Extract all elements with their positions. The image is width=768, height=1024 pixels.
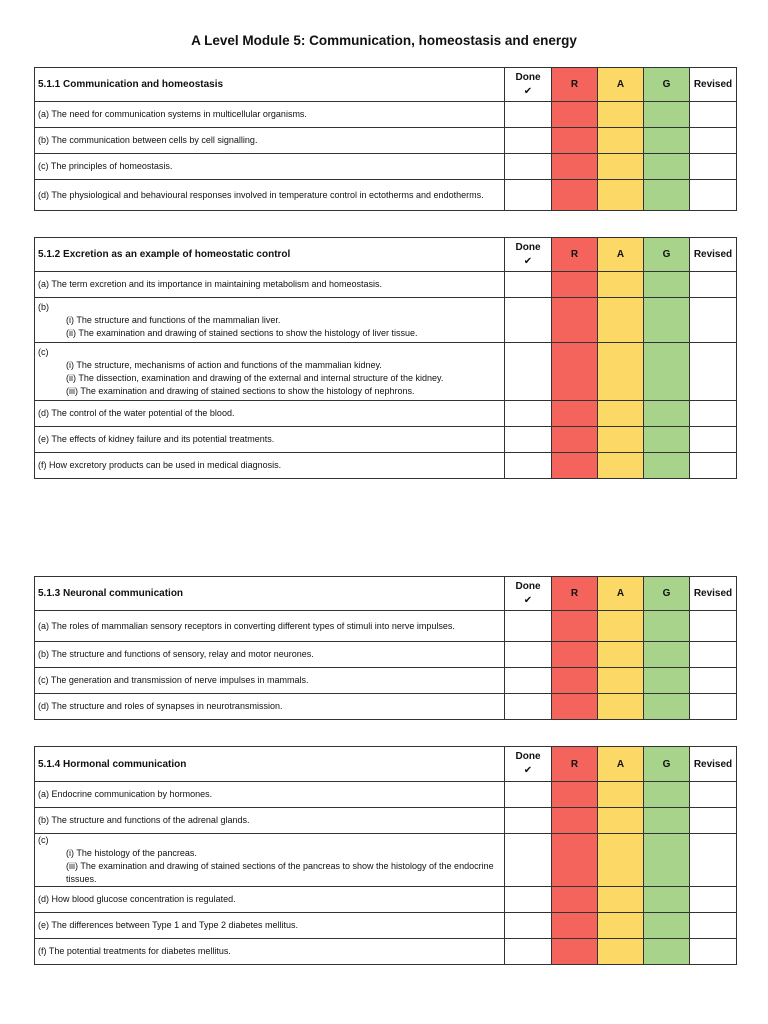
done-cell[interactable]: [505, 128, 552, 154]
sub-item-text: (i) The histology of the pancreas.: [66, 848, 197, 858]
done-cell[interactable]: [505, 343, 552, 401]
green-cell[interactable]: [644, 887, 690, 913]
amber-cell[interactable]: [598, 939, 644, 965]
done-label: Done: [515, 751, 541, 762]
topic-cell: [35, 401, 505, 427]
green-header: G: [644, 238, 690, 272]
amber-cell[interactable]: [598, 401, 644, 427]
revised-cell[interactable]: [690, 668, 737, 694]
item-text: (c) The generation and transmission of nerve impulses in mammals.: [38, 675, 309, 685]
item-text: (c): [38, 346, 49, 357]
topic-cell: [35, 834, 505, 887]
topic-cell: [35, 128, 505, 154]
topic-cell: [35, 642, 505, 668]
item-text: (a) The roles of mammalian sensory receptors in converting different types of stimuli into nerve impulses.: [38, 620, 455, 631]
revised-cell[interactable]: [690, 782, 737, 808]
amber-cell[interactable]: [598, 887, 644, 913]
topic-cell: [35, 180, 505, 211]
done-cell[interactable]: [505, 272, 552, 298]
revised-cell[interactable]: [690, 343, 737, 401]
item-text: (f) How excretory products can be used in medical diagnosis.: [38, 460, 282, 470]
topic-cell: [35, 298, 505, 343]
table-row: [35, 102, 737, 128]
done-cell[interactable]: [505, 642, 552, 668]
done-cell[interactable]: [505, 834, 552, 887]
table-row: [35, 611, 737, 642]
red-cell[interactable]: [552, 913, 598, 939]
red-cell[interactable]: [552, 642, 598, 668]
red-cell[interactable]: [552, 694, 598, 720]
item-text: (c): [38, 835, 49, 845]
green-cell[interactable]: [644, 102, 690, 128]
table-row: [35, 834, 737, 887]
amber-cell[interactable]: [598, 102, 644, 128]
amber-cell[interactable]: [598, 611, 644, 642]
done-cell[interactable]: [505, 887, 552, 913]
revised-cell[interactable]: [690, 180, 737, 211]
green-cell[interactable]: [644, 808, 690, 834]
amber-header: A: [598, 68, 644, 102]
section-table: [34, 67, 737, 211]
sub-item-text: (i) The structure, mechanisms of action and functions of the mammalian kidney.: [66, 359, 382, 370]
red-header: R: [552, 747, 598, 782]
done-header: [505, 238, 552, 272]
check-mark-icon: ✔: [523, 765, 533, 776]
red-cell[interactable]: [552, 939, 598, 965]
green-cell[interactable]: [644, 611, 690, 642]
topic-cell: [35, 272, 505, 298]
amber-cell[interactable]: [598, 642, 644, 668]
red-header: R: [552, 68, 598, 102]
table-row: [35, 939, 737, 965]
item-text: (f) The potential treatments for diabetes mellitus.: [38, 946, 231, 956]
revised-cell[interactable]: [690, 611, 737, 642]
done-cell[interactable]: [505, 913, 552, 939]
green-cell[interactable]: [644, 298, 690, 343]
revised-cell[interactable]: [690, 913, 737, 939]
revised-cell[interactable]: [690, 834, 737, 887]
amber-cell[interactable]: [598, 180, 644, 211]
item-text: (a) Endocrine communication by hormones.: [38, 789, 213, 799]
item-text: (d) The physiological and behavioural responses involved in temperature control in ectotherms and endotherms.: [38, 189, 484, 200]
table-row: [35, 128, 737, 154]
topic-cell: [35, 343, 505, 401]
amber-cell[interactable]: [598, 453, 644, 479]
revised-header: Revised: [690, 68, 737, 102]
green-cell[interactable]: [644, 453, 690, 479]
green-cell[interactable]: [644, 128, 690, 154]
item-text: (a) The need for communication systems in multicellular organisms.: [38, 109, 307, 119]
amber-header: A: [598, 577, 644, 611]
table-row: [35, 401, 737, 427]
done-cell[interactable]: [505, 427, 552, 453]
red-cell[interactable]: [552, 128, 598, 154]
topic-cell: [35, 694, 505, 720]
table-row: [35, 694, 737, 720]
amber-header: A: [598, 238, 644, 272]
green-cell[interactable]: [644, 782, 690, 808]
topic-cell: [35, 102, 505, 128]
item-text: (e) The differences between Type 1 and Type 2 diabetes mellitus.: [38, 920, 298, 930]
section-title: 5.1.3 Neuronal communication: [35, 577, 505, 611]
green-cell[interactable]: [644, 427, 690, 453]
done-cell[interactable]: [505, 102, 552, 128]
revised-header: Revised: [690, 747, 737, 782]
topic-cell: [35, 913, 505, 939]
amber-cell[interactable]: [598, 668, 644, 694]
table-row: [35, 427, 737, 453]
green-cell[interactable]: [644, 343, 690, 401]
table-row: [35, 343, 737, 401]
amber-cell[interactable]: [598, 154, 644, 180]
item-text: (a) The term excretion and its importance in maintaining metabolism and homeostasis.: [38, 279, 382, 289]
item-text: (b): [38, 301, 49, 312]
amber-cell[interactable]: [598, 427, 644, 453]
red-header: R: [552, 238, 598, 272]
done-cell[interactable]: [505, 154, 552, 180]
topic-cell: [35, 427, 505, 453]
red-cell[interactable]: [552, 401, 598, 427]
table-row: [35, 298, 737, 343]
sub-item-text: (iii) The examination and drawing of stained sections of the pancreas to show the histology of the endocrine tissues.: [66, 861, 494, 884]
done-header: [505, 747, 552, 782]
red-cell[interactable]: [552, 272, 598, 298]
red-cell[interactable]: [552, 668, 598, 694]
section-title: 5.1.4 Hormonal communication: [35, 747, 505, 782]
red-cell[interactable]: [552, 887, 598, 913]
done-label: Done: [515, 241, 541, 253]
done-cell[interactable]: [505, 401, 552, 427]
revised-cell[interactable]: [690, 453, 737, 479]
red-cell[interactable]: [552, 611, 598, 642]
amber-cell[interactable]: [598, 272, 644, 298]
red-cell[interactable]: [552, 834, 598, 887]
section-table: [34, 237, 737, 479]
table-row: [35, 272, 737, 298]
red-cell[interactable]: [552, 343, 598, 401]
table-row: [35, 782, 737, 808]
green-cell[interactable]: [644, 939, 690, 965]
check-mark-icon: ✔: [523, 85, 533, 97]
red-cell[interactable]: [552, 180, 598, 211]
green-cell[interactable]: [644, 154, 690, 180]
revised-cell[interactable]: [690, 939, 737, 965]
topic-cell: [35, 939, 505, 965]
table-row: [35, 642, 737, 668]
done-header: [505, 68, 552, 102]
amber-cell[interactable]: [598, 913, 644, 939]
table-row: [35, 154, 737, 180]
revised-cell[interactable]: [690, 154, 737, 180]
red-header: R: [552, 577, 598, 611]
topic-cell: [35, 782, 505, 808]
red-cell[interactable]: [552, 782, 598, 808]
table-row: [35, 808, 737, 834]
amber-cell[interactable]: [598, 128, 644, 154]
green-cell[interactable]: [644, 272, 690, 298]
revised-cell[interactable]: [690, 642, 737, 668]
red-cell[interactable]: [552, 298, 598, 343]
topic-cell: [35, 808, 505, 834]
green-header: G: [644, 577, 690, 611]
section-table: [34, 746, 737, 965]
done-cell[interactable]: [505, 453, 552, 479]
done-cell[interactable]: [505, 939, 552, 965]
done-label: Done: [515, 580, 541, 592]
revised-cell[interactable]: [690, 427, 737, 453]
green-cell[interactable]: [644, 401, 690, 427]
done-cell[interactable]: [505, 694, 552, 720]
table-row: [35, 453, 737, 479]
green-cell[interactable]: [644, 668, 690, 694]
done-cell[interactable]: [505, 808, 552, 834]
sub-item-text: (ii) The examination and drawing of stained sections to show the histology of liver tissue.: [66, 327, 418, 338]
amber-cell[interactable]: [598, 782, 644, 808]
table-row: [35, 180, 737, 211]
red-cell[interactable]: [552, 154, 598, 180]
red-cell[interactable]: [552, 453, 598, 479]
amber-cell[interactable]: [598, 298, 644, 343]
green-cell[interactable]: [644, 834, 690, 887]
green-header: G: [644, 68, 690, 102]
revised-cell[interactable]: [690, 272, 737, 298]
red-cell[interactable]: [552, 102, 598, 128]
amber-cell[interactable]: [598, 834, 644, 887]
revised-cell[interactable]: [690, 808, 737, 834]
revised-cell[interactable]: [690, 401, 737, 427]
done-cell[interactable]: [505, 298, 552, 343]
revised-cell[interactable]: [690, 102, 737, 128]
item-text: (d) How blood glucose concentration is regulated.: [38, 894, 236, 904]
item-text: (e) The effects of kidney failure and its potential treatments.: [38, 434, 275, 444]
amber-header: A: [598, 747, 644, 782]
page-title: A Level Module 5: Communication, homeostasis and energy: [191, 33, 577, 48]
done-label: Done: [515, 71, 541, 83]
done-cell[interactable]: [505, 782, 552, 808]
topic-cell: [35, 887, 505, 913]
table-row: [35, 887, 737, 913]
sub-item-text: (iii) The examination and drawing of stained sections to show the histology of nephrons.: [66, 385, 415, 396]
section-title: 5.1.2 Excretion as an example of homeostatic control: [35, 238, 505, 272]
amber-cell[interactable]: [598, 343, 644, 401]
revised-header: Revised: [690, 577, 737, 611]
red-cell[interactable]: [552, 427, 598, 453]
done-cell[interactable]: [505, 668, 552, 694]
topic-cell: [35, 453, 505, 479]
topic-cell: [35, 668, 505, 694]
topic-cell: [35, 154, 505, 180]
done-cell[interactable]: [505, 611, 552, 642]
revised-cell[interactable]: [690, 298, 737, 343]
green-cell[interactable]: [644, 180, 690, 211]
amber-cell[interactable]: [598, 694, 644, 720]
item-text: (b) The structure and functions of sensory, relay and motor neurones.: [38, 649, 314, 659]
revised-cell[interactable]: [690, 128, 737, 154]
check-mark-icon: ✔: [523, 255, 533, 267]
sub-item-text: (i) The structure and functions of the mammalian liver.: [66, 314, 281, 325]
item-text: (b) The communication between cells by cell signalling.: [38, 135, 258, 145]
table-row: [35, 913, 737, 939]
green-cell[interactable]: [644, 642, 690, 668]
green-header: G: [644, 747, 690, 782]
green-cell[interactable]: [644, 913, 690, 939]
amber-cell[interactable]: [598, 808, 644, 834]
check-mark-icon: ✔: [523, 594, 533, 606]
revised-cell[interactable]: [690, 887, 737, 913]
sub-item-text: (ii) The dissection, examination and drawing of the external and internal structure of the kidney.: [66, 372, 444, 383]
item-text: (c) The principles of homeostasis.: [38, 161, 173, 171]
section-table: [34, 576, 737, 720]
revised-header: Revised: [690, 238, 737, 272]
topic-cell: [35, 611, 505, 642]
item-text: (d) The structure and roles of synapses in neurotransmission.: [38, 701, 283, 711]
done-header: [505, 577, 552, 611]
revised-cell[interactable]: [690, 694, 737, 720]
section-title: 5.1.1 Communication and homeostasis: [35, 68, 505, 102]
red-cell[interactable]: [552, 808, 598, 834]
item-text: (d) The control of the water potential of the blood.: [38, 408, 235, 418]
item-text: (b) The structure and functions of the adrenal glands.: [38, 815, 250, 825]
done-cell[interactable]: [505, 180, 552, 211]
table-row: [35, 668, 737, 694]
green-cell[interactable]: [644, 694, 690, 720]
